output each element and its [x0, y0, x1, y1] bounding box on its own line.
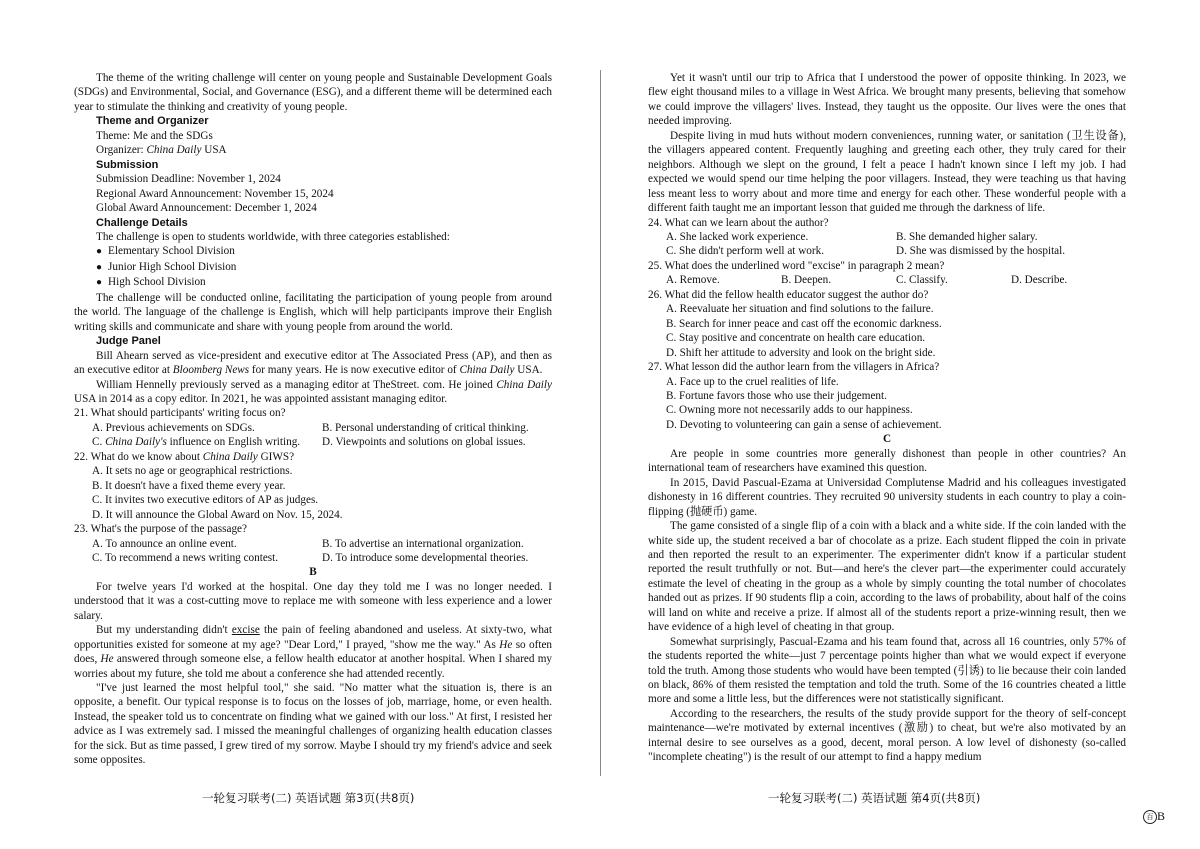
right-column: [648, 71, 1126, 765]
option-a: A. She lacked work experience.: [666, 230, 809, 243]
section-b-heading: B: [309, 566, 317, 579]
page-divider: [600, 70, 601, 776]
question-27: 27. What lesson did the author learn from the villagers in Africa?: [648, 361, 940, 374]
option-c: C. She didn't perform well at work.: [666, 245, 824, 258]
organizer-line: Organizer: China Daily USA: [96, 144, 227, 157]
passage-b-paragraph-2: But my understanding didn't excise the pain of feeling abandoned and useless. At sixty-two, what opportunities existed for someone at my age? "Dear Lord," I prayed, "show me the way." As He so often does, He answered through someone else, a fellow health educator at another hospital. When I shared my worries about my future, she told me about a conference she had attended recently.: [74, 624, 553, 680]
option-b: B. Fortune favors those who use their judgement.: [666, 389, 887, 402]
question-26: 26. What did the fellow health educator suggest the author do?: [648, 288, 929, 301]
option-d: D. Describe.: [1011, 274, 1068, 287]
question-23: 23. What's the purpose of the passage?: [74, 523, 247, 536]
logo-circle-icon: 百: [1143, 810, 1157, 824]
division-item: ● Junior High School Division: [74, 260, 552, 275]
regional-line: Regional Award Announcement: November 15, 2024: [96, 187, 334, 200]
question-23-options: [74, 537, 552, 566]
question-25-options: [648, 273, 1126, 287]
question-21: 21. What should participants' writing focus on?: [74, 407, 286, 420]
question-21-options: [74, 421, 552, 450]
theme-line: Theme: Me and the SDGs: [96, 129, 213, 142]
question-27-options: [648, 375, 1126, 433]
details-heading: Challenge Details: [96, 216, 188, 229]
option-c: C. Owning more not necessarily adds to our happiness.: [666, 404, 913, 417]
option-a: A. Reevaluate her situation and find solutions to the failure.: [666, 303, 934, 316]
intro-paragraph: The theme of the writing challenge will center on young people and Sustainable Development Goals (SDGs) and Environmental, Social, and Governance (ESG), and a different theme will be determined each year to stimulate the thinking and creativity of young people.: [74, 72, 552, 113]
option-a: A. It sets no age or geographical restrictions.: [92, 465, 293, 478]
passage-c-paragraph-2: In 2015, David Pascual-Ezama at Universidad Complutense Madrid and his colleagues investigated dishonesty in 16 different countries. They recruited 90 university students in each country to play a coin-flipping (抛硬币) game.: [648, 476, 1126, 518]
page-footer-left: 一轮复习联考(二) 英语试题 第3页(共8页): [202, 791, 415, 805]
left-column: [74, 71, 552, 768]
page-footer-right: 一轮复习联考(二) 英语试题 第4页(共8页): [768, 791, 981, 805]
option-b: B. Search for inner peace and cast off the economic darkness.: [666, 317, 942, 330]
section-c-heading: C: [882, 433, 892, 446]
option-b: B. To advertise an international organization.: [322, 537, 524, 550]
judge-bill-paragraph: Bill Ahearn served as vice-president and executive editor at The Associated Press (AP), and then as an executive editor at Bloomberg News for many years. He is now executive editor of China Daily USA.: [74, 349, 552, 377]
option-d: D. It will announce the Global Award on Nov. 15, 2024.: [92, 508, 343, 521]
theme-heading: Theme and Organizer: [96, 115, 209, 128]
global-line: Global Award Announcement: December 1, 2024: [96, 202, 317, 215]
publisher-logo: 百 B: [1143, 809, 1165, 824]
option-d: D. Viewpoints and solutions on global issues.: [322, 436, 526, 449]
passage-b-paragraph-1: For twelve years I'd worked at the hospital. One day they told me I was no longer needed. I understood that it was a cost-cutting move to replace me with someone with less experience and a lower salary.: [74, 580, 552, 622]
option-b: B. She demanded higher salary.: [896, 230, 1038, 243]
judge-william-paragraph: William Hennelly previously served as a managing editor at TheStreet. com. He joined China Daily USA in 2014 as a copy editor. In 2021, he was appointed assistant managing editor.: [74, 378, 552, 405]
option-a: A. To announce an online event.: [92, 537, 237, 550]
passage-c-paragraph-1: Are people in some countries more generally dishonest than people in other countries? An international team of researchers have examined this question.: [648, 447, 1126, 475]
option-c: C. Stay positive and concentrate on health care education.: [666, 332, 926, 345]
passage-b-paragraph-3: "I've just learned the most helpful tool," she said. "No matter what the situation is, there is an opposite, a benefit. Our typical response is to focus on the losses of job, marriage, home, or even health. Instead, the speaker told us to concentrate on finding what we gained with our loss." At first, I resisted her advice as I was extremely sad. I missed the meaningful challenges of organizing health education classes for the sick. But as time passed, I grew tired of my sorrow. Maybe I should try my friend's advice and seek some opposites.: [74, 682, 552, 767]
question-26-options: [648, 302, 1126, 360]
option-c: C. China Daily's influence on English writing.: [92, 436, 301, 449]
option-b: B. Deepen.: [781, 274, 832, 287]
question-24-options: [648, 230, 1126, 259]
passage-c-paragraph-3: The game consisted of a single flip of a coin with a black and a white side. If the coin landed with the white side up, the student received a bar of chocolate as a prize. Each student flipped the coin in private and then reported the result to an experimenter. The experimenter didn't know if a particular student reported the result truthfully or not. But—and here's the clever part—the experimenter could accurately estimate the level of cheating in the group as a whole by simply counting the total number of chocolates handed out as prizes. If 90 students flip a coin, according to the laws of probability, about half of the coins will land on white and receive a prize. If almost all of the students report a prize-winning result, then we have evidence of a high level of cheating in that group.: [648, 520, 1126, 634]
question-22: 22. What do we know about China Daily GIWS?: [74, 450, 295, 463]
details-paragraph: The challenge will be conducted online, facilitating the participation of young people from around the world. The language of the challenge is English, which will help participants improve their English writing skills and communicate and share with young people from around the world.: [74, 291, 552, 333]
deadline-line: Submission Deadline: November 1, 2024: [96, 173, 281, 186]
division-item: ● Elementary School Division: [74, 244, 552, 259]
option-b: B. Personal understanding of critical thinking.: [322, 421, 529, 434]
option-c: C. Classify.: [896, 274, 948, 287]
passage-b-paragraph-4: Yet it wasn't until our trip to Africa that I understood the power of opposite thinking. In 2023, we flew eight thousand miles to a village in West Africa. We brought many presents, believing that somehow we could improve the villagers' lives. Instead, they taught us the opposite. Our lives were the ones that needed improving.: [648, 72, 1126, 128]
option-a: A. Face up to the cruel realities of life.: [666, 375, 839, 388]
question-22-options: [74, 464, 552, 522]
option-d: D. Shift her attitude to adversity and look on the bright side.: [666, 346, 936, 359]
passage-b-paragraph-5: Despite living in mud huts without modern conveniences, running water, or sanitation (卫生设备), the villagers appeared content. Frequently laughing and greeting each other, they truly cared for their neighbors. Although we slept on the ground, I felt a peace I hadn't known since I left my job. I had expected we would spend our time helping the poor villagers. Instead, they were teaching us that having less meant less to worry about and more time and energy for each other. These wonderful people with a different faith taught me an important lesson that guided me through the darkness of life.: [648, 129, 1126, 215]
question-25: 25. What does the underlined word "excise" in paragraph 2 mean?: [648, 259, 945, 272]
submission-heading: Submission: [96, 158, 159, 171]
option-c: C. It invites two executive editors of AP as judges.: [92, 494, 319, 507]
underlined-word: excise: [231, 624, 260, 637]
option-d: D. Devoting to volunteering can gain a sense of achievement.: [666, 418, 942, 431]
passage-c-paragraph-5: According to the researchers, the results of the study provide support for the theory of self-concept maintenance—we're motivated by external incentives (激励) to cheat, but we're also motivated by an internal desire to see ourselves as a good, decent, moral person. A low level of dishonesty (so-called "incomplete cheating") is the result of our attempt to find a happy medium: [648, 707, 1126, 764]
option-d: D. She was dismissed by the hospital.: [896, 245, 1066, 258]
passage-c-paragraph-4: Somewhat surprisingly, Pascual-Ezama and his team found that, across all 16 countries, only 57% of the students reported the white—just 7 percentage points higher than what we would expect if everyone told the truth. Among those students who would have been tempted (引诱) to lie because their coin landed on black, 86% of them resisted the temptation and told the truth. Some of the 16 countries cheated a little more and some a little less, but the differences were not statistically significant.: [648, 635, 1126, 706]
option-b: B. It doesn't have a fixed theme every year.: [92, 479, 286, 492]
option-a: A. Previous achievements on SDGs.: [92, 421, 255, 434]
option-d: D. To introduce some developmental theories.: [322, 551, 529, 564]
option-c: C. To recommend a news writing contest.: [92, 551, 279, 564]
details-intro: The challenge is open to students worldwide, with three categories established:: [96, 230, 450, 243]
option-a: A. Remove.: [666, 274, 720, 287]
judge-heading: Judge Panel: [96, 335, 161, 348]
question-24: 24. What can we learn about the author?: [648, 216, 829, 229]
division-item: ● High School Division: [74, 275, 552, 290]
